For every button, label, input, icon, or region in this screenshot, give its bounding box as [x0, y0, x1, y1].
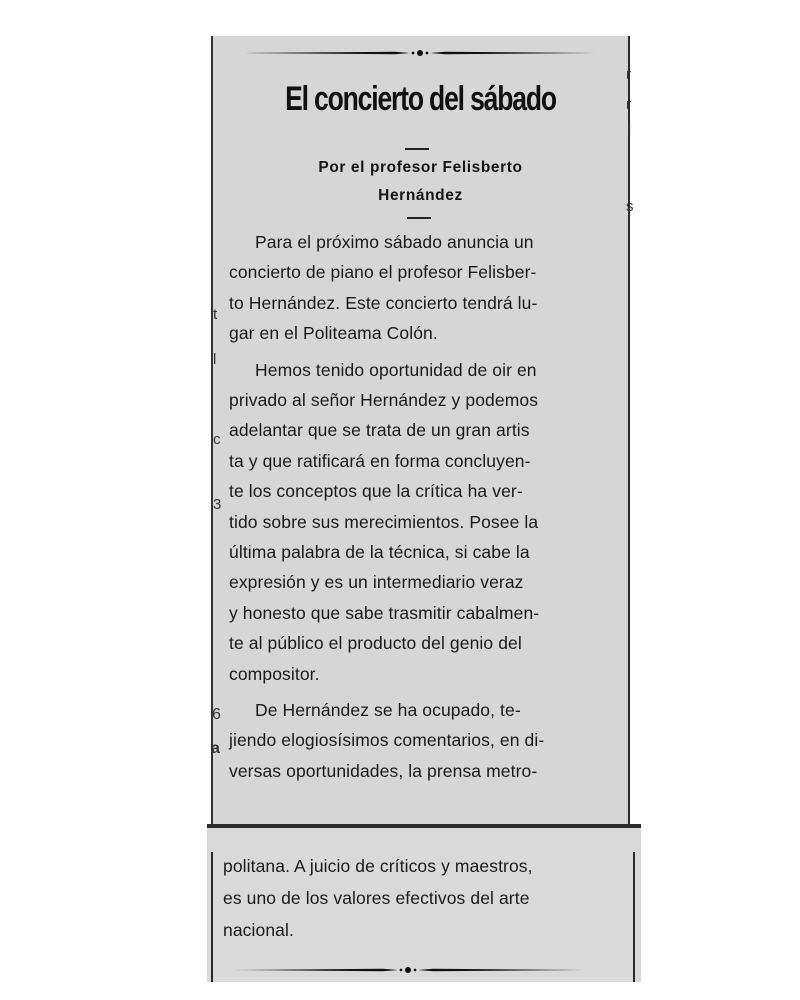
body-line: Hemos tenido oportunidad de oir en: [255, 359, 537, 380]
margin-fragment-right: r: [626, 66, 631, 83]
column-rule-left-bottom: [211, 852, 213, 982]
body-line: tido sobre sus merecimientos. Posee la: [229, 511, 539, 532]
margin-fragment-outer: 6: [212, 706, 221, 723]
margin-fragment-left: l: [213, 351, 217, 368]
margin-fragment-left: t: [213, 306, 218, 323]
byline-line-2: Hernández: [378, 187, 463, 204]
body-line: jiendo elogiosísimos comentarios, en di-: [229, 730, 545, 751]
margin-fragment-left: c: [213, 431, 221, 448]
byline-divider: [407, 217, 431, 219]
body-line: compositor.: [229, 663, 320, 684]
body-line: es uno de los valores efectivos del arte: [223, 888, 530, 908]
body-line: y honesto que sabe trasmitir cabalmen-: [229, 602, 540, 623]
margin-fragment-right: r: [626, 96, 631, 113]
body-line: De Hernández se ha ocupado, te-: [255, 700, 521, 720]
margin-fragment-right: s: [626, 198, 634, 215]
body-line: te los conceptos que la crítica ha ver-: [229, 481, 523, 502]
ornament-rule-top: [245, 48, 595, 58]
clipping-top: [211, 36, 630, 824]
scan-edge-top: [207, 824, 641, 828]
column-rule-right: [628, 36, 630, 824]
body-line: versas oportunidades, la prensa metro-: [229, 760, 538, 781]
title-divider: [405, 148, 429, 150]
body-line: adelantar que se trata de un gran artis: [229, 420, 530, 441]
body-line: expresión y es un intermediario veraz: [229, 572, 524, 593]
margin-fragment-right: l: [627, 122, 632, 139]
column-rule-right-bottom: [633, 852, 635, 982]
body-line: gar en el Politeama Colón.: [229, 323, 438, 344]
body-line: ta y que ratificará en forma concluyen-: [229, 450, 531, 471]
body-line: Para el próximo sábado anuncia un: [255, 232, 534, 252]
body-line: to Hernández. Este concierto tendrá lu-: [229, 292, 538, 313]
margin-fragment-outer: a: [211, 740, 220, 757]
body-line: nacional.: [223, 920, 294, 940]
article-title: El concierto del sábado: [285, 80, 556, 118]
ornament-rule-bottom: [233, 965, 583, 975]
body-line: concierto de piano el profesor Felisber-: [229, 262, 537, 283]
body-line: última palabra de la técnica, si cabe la: [229, 542, 530, 562]
byline-line-1: Por el profesor Felisberto: [318, 159, 523, 176]
body-line: te al público el producto del genio del: [229, 633, 522, 654]
margin-fragment-left: 3: [213, 496, 222, 513]
body-line: privado al señor Hernández y podemos: [229, 390, 539, 410]
clipping-bottom: [207, 824, 641, 982]
body-line: politana. A juicio de críticos y maestros,: [223, 856, 533, 876]
